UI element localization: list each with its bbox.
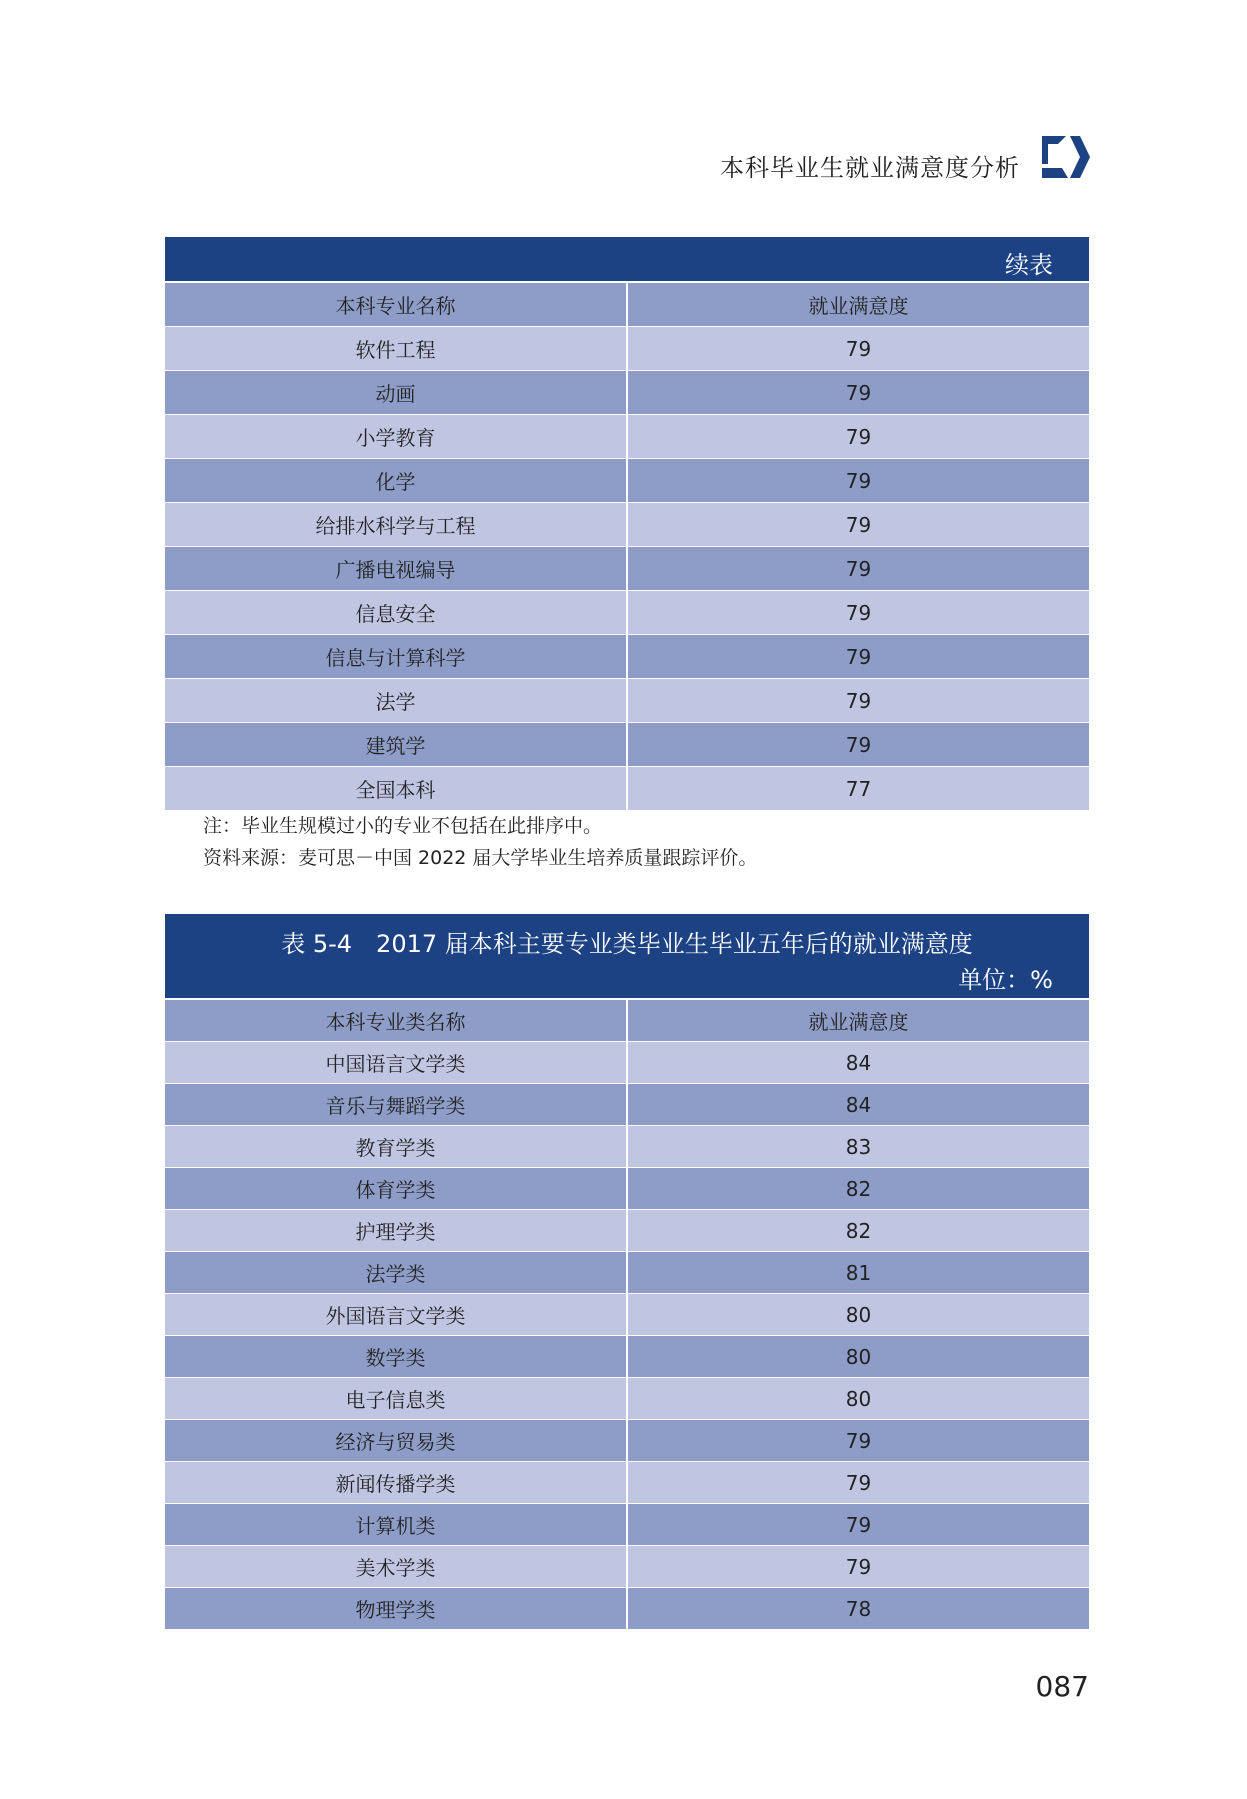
satisfaction-value-cell: 84 (845, 1092, 872, 1117)
satisfaction-value-cell: 81 (845, 1260, 872, 1285)
unit-label: 单位：% (958, 966, 1053, 994)
major-name-cell: 给排水科学与工程 (165, 503, 628, 546)
page-number: 087 (1035, 1670, 1089, 1703)
table-5-4 (165, 914, 1089, 1630)
table-row (165, 415, 1089, 459)
major-name-cell: 法学 (165, 679, 628, 722)
table-row (165, 1294, 1089, 1336)
table-row (165, 591, 1089, 635)
satisfaction-value-cell: 79 (845, 688, 872, 713)
table-notes (203, 810, 757, 874)
major-name-cell: 电子信息类 (165, 1378, 628, 1419)
major-name-cell: 建筑学 (165, 723, 628, 766)
running-header-title: 本科毕业生就业满意度分析 (720, 154, 1020, 182)
table-row (165, 327, 1089, 371)
table-row (165, 723, 1089, 767)
major-name-cell: 护理学类 (165, 1210, 628, 1251)
continued-table-body (165, 327, 1089, 811)
satisfaction-value-cell: 80 (845, 1344, 872, 1369)
satisfaction-value-cell: 79 (845, 424, 872, 449)
table-row (165, 1042, 1089, 1084)
satisfaction-value-cell: 79 (845, 1470, 872, 1495)
table-row (165, 1336, 1089, 1378)
satisfaction-value-cell: 80 (845, 1302, 872, 1327)
satisfaction-value-cell: 82 (845, 1176, 872, 1201)
major-name-cell: 化学 (165, 459, 628, 502)
satisfaction-value-cell: 79 (845, 512, 872, 537)
table-header-row (165, 1000, 1089, 1042)
satisfaction-value-cell: 78 (845, 1596, 872, 1621)
major-name-cell: 体育学类 (165, 1168, 628, 1209)
table-row (165, 1378, 1089, 1420)
column-header-major: 本科专业名称 (165, 283, 628, 326)
table-row (165, 767, 1089, 811)
chapter-arrow-logo-icon (1040, 134, 1092, 180)
continued-table (165, 237, 1089, 811)
table-row (165, 1084, 1089, 1126)
column-header-major-category: 本科专业类名称 (165, 1000, 628, 1041)
column-header-satisfaction: 就业满意度 (808, 294, 909, 318)
table-row (165, 1252, 1089, 1294)
table-row (165, 1462, 1089, 1504)
table-row (165, 1420, 1089, 1462)
table-row (165, 371, 1089, 415)
continued-label: 续表 (1005, 251, 1053, 279)
table-5-4-body (165, 1042, 1089, 1630)
table-row (165, 1126, 1089, 1168)
satisfaction-value-cell: 79 (845, 732, 872, 757)
satisfaction-value-cell: 79 (845, 556, 872, 581)
major-name-cell: 音乐与舞蹈学类 (165, 1084, 628, 1125)
satisfaction-value-cell: 84 (845, 1050, 872, 1075)
satisfaction-value-cell: 79 (845, 644, 872, 669)
table-row (165, 1546, 1089, 1588)
note-text: 注：毕业生规模过小的专业不包括在此排序中。 (203, 815, 603, 837)
major-name-cell: 计算机类 (165, 1504, 628, 1545)
satisfaction-value-cell: 79 (845, 600, 872, 625)
table-row (165, 1168, 1089, 1210)
major-name-cell: 数学类 (165, 1336, 628, 1377)
satisfaction-value-cell: 80 (845, 1386, 872, 1411)
satisfaction-value-cell: 79 (845, 468, 872, 493)
major-name-cell: 广播电视编导 (165, 547, 628, 590)
table-row (165, 679, 1089, 723)
major-name-cell: 外国语言文学类 (165, 1294, 628, 1335)
table-row (165, 459, 1089, 503)
major-name-cell: 美术学类 (165, 1546, 628, 1587)
major-name-cell: 新闻传播学类 (165, 1462, 628, 1503)
major-name-cell: 物理学类 (165, 1588, 628, 1629)
major-name-cell: 信息安全 (165, 591, 628, 634)
table-row (165, 503, 1089, 547)
table-row (165, 635, 1089, 679)
satisfaction-value-cell: 82 (845, 1218, 872, 1243)
major-name-cell: 中国语言文学类 (165, 1042, 628, 1083)
table-header-row (165, 283, 1089, 327)
major-name-cell: 法学类 (165, 1252, 628, 1293)
column-header-satisfaction: 就业满意度 (808, 1010, 909, 1034)
satisfaction-value-cell: 83 (845, 1134, 872, 1159)
satisfaction-value-cell: 79 (845, 336, 872, 361)
table-title: 表 5-4 2017 届本科主要专业类毕业生毕业五年后的就业满意度 (281, 930, 973, 958)
table-row (165, 1588, 1089, 1630)
major-name-cell: 信息与计算科学 (165, 635, 628, 678)
satisfaction-value-cell: 79 (845, 1512, 872, 1537)
satisfaction-value-cell: 79 (845, 1428, 872, 1453)
major-name-cell: 经济与贸易类 (165, 1420, 628, 1461)
satisfaction-value-cell: 79 (845, 1554, 872, 1579)
table-row (165, 1504, 1089, 1546)
table-5-4-banner (165, 914, 1089, 1000)
satisfaction-value-cell: 77 (845, 776, 872, 801)
major-name-cell: 软件工程 (165, 327, 628, 370)
table-row (165, 1210, 1089, 1252)
continued-table-banner (165, 237, 1089, 283)
major-name-cell: 动画 (165, 371, 628, 414)
source-text: 资料来源：麦可思－中国 2022 届大学毕业生培养质量跟踪评价。 (203, 847, 758, 869)
major-name-cell: 全国本科 (165, 767, 628, 810)
major-name-cell: 小学教育 (165, 415, 628, 458)
major-name-cell: 教育学类 (165, 1126, 628, 1167)
satisfaction-value-cell: 79 (845, 380, 872, 405)
table-row (165, 547, 1089, 591)
